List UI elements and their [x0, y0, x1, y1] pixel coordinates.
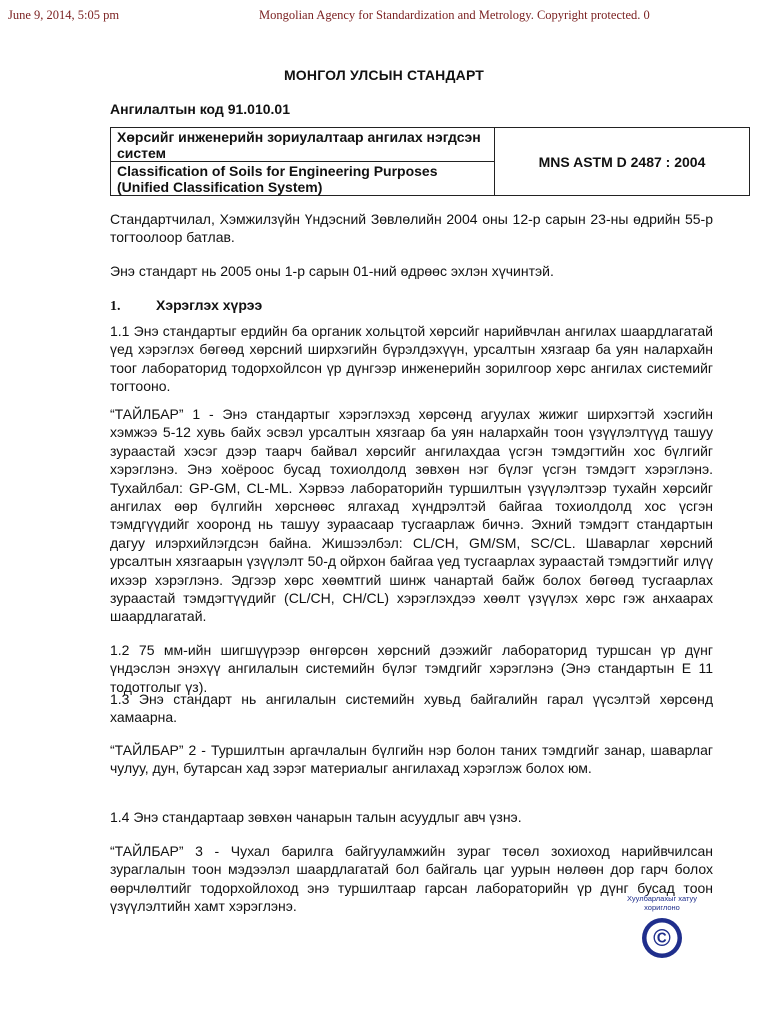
note-2: “ТАЙЛБАР” 2 - Туршилтын аргачлалын бүлгийн нэр болон таних тэмдгийг занар, шаварлаг чулуу, дун, бутарсан хад зэрэг материалыг ангилахад хэрэглэж болох юм.	[110, 742, 713, 777]
copyright-notice: Mongolian Agency for Standardization and Metrology. Copyright protected. 0	[259, 8, 650, 22]
section-title: Хэрэглэх хүрээ	[156, 297, 263, 313]
clause-1-2: 1.2 75 мм-ийн шигшүүрээр өнгөрсөн хөрсний дээжийг лабораторид туршсан үр дүнг үндэслэн энэхүү ангилалын системийн бүлэг тэмдгийг хэрэглэнэ (Энэ стандартын Е 11 тодотголыг үз).	[110, 642, 713, 695]
clause-1-3: 1.3 Энэ стандарт нь ангилалын системийн хувьд байгалийн гарал үүсэлтэй хөрсөнд хамаарна.	[110, 691, 713, 726]
standard-title-table	[110, 127, 750, 196]
clause-1-1: 1.1 Энэ стандартыг ердийн ба органик хольцтой хөрсийг нарийвчлан ангилах шаардлагатай үед хэрэглэх бөгөөд хөрсний ширхэгийн бүрэлдэхүүн, урсалтын хязгаар ба уян налархайн тоог лабораторид тодорхойлсон үр дүнгээр инженерийн зорилгоор хөрс ангилах системийг тогтооно.	[110, 323, 713, 395]
standard-name-english: Classification of Soils for Engineering Purposes (Unified Classification System)	[111, 162, 495, 195]
approval-paragraph: Стандартчилал, Хэмжилзүйн Үндэсний Зөвлөлийн 2004 оны 12-р сарын 23-ны өдрийн 55-р тогтоолоор батлав.	[110, 211, 713, 246]
stamp-text: Хуулбарлахыг хатуу хориглоно	[627, 894, 697, 912]
section-heading	[110, 297, 262, 315]
document-title: МОНГОЛ УЛСЫН СТАНДАРТ	[283, 67, 485, 83]
standard-code: MNS ASTM D 2487 : 2004	[538, 153, 706, 170]
section-number: 1.	[110, 299, 121, 314]
print-date: June 9, 2014, 5:05 pm	[8, 8, 120, 22]
standard-name-mongolian: Хөрсийг инженерийн зориулалтаар ангилах нэгдсэн систем	[111, 128, 495, 162]
effective-date-paragraph: Энэ стандарт нь 2005 оны 1-р сарын 01-ний өдрөөс эхлэн хүчинтэй.	[110, 263, 554, 279]
copyright-symbol: ©	[653, 925, 671, 952]
copyright-icon	[640, 916, 684, 960]
classification-code: Ангилалтын код 91.010.01	[110, 101, 290, 117]
copyright-stamp	[622, 894, 702, 960]
note-3: “ТАЙЛБАР” 3 - Чухал барилга байгууламжийн зураг төсөл зохиоход нарийвчилсан зураглалын тоон мэдээлэл шаардлагатай бол байгаль цаг уурын нөлөөн дор гарч болох өөрчлөлтийг тодорхойлоход энэ туршилтаар гарсан лабораторийн үр дүнг бусад тоон үзүүлэлтийн хамт хэрэглэнэ.	[110, 843, 713, 915]
note-1: “ТАЙЛБАР” 1 - Энэ стандартыг хэрэглэхэд хөрсөнд агуулах жижиг ширхэгтэй хэсгийн хэмжээ 5-12 хувь байх эсвэл урсалтын хязгаар ба уян налархайн тоон үзүүлэлтүүд ташуу зураастай хэсэг дээр таарч байвал хөрсийг ангилахдаа үсгэн тэмдэгтийн хос бүлгийг хэрэглэнэ. Энэ хоёроос бусад тохиолдолд зөвхөн нэг бүлэг үсгэн тэмдэгт хэрэглэнэ. Тухайлбал: GP-GM, CL-ML. Хэрвээ лабораторийн туршилтын үзүүлэлтээр тухайн хөрсийг ангилах өөр бүлгийн хөрснөөс ялгахад хүндрэлтэй байгаа тохиолдолд хос үсгэн тэмдгүүдийг хооронд нь ташуу зураасаар тусгаарлаж бичнэ. Эхний тэмдэгт стандартын дагуу илэрхийлэгдсэн байна. Жишээлбэл: CL/CH, GM/SM, SC/CL. Шаварлаг хөрсний урсалтын хязгаарын үзүүлэлт 50-д ойрхон байгаа үед тусгаарлах зураастай тэмдэгтийг илүү ихээр хэрэглэнэ. Эдгээр хөрс хөөмтгий шинж чанартай байж болох бөгөөд тусгаарлах зураастай тэмдэгтүүдийг (CL/CH, CH/CL) хэрэглэхдээ хөөлт үзүүлэх хөрс гэж анхаарах шаардлагатай.	[110, 406, 713, 625]
clause-1-4: 1.4 Энэ стандартаар зөвхөн чанарын талын асуудлыг авч үзнэ.	[110, 809, 522, 825]
